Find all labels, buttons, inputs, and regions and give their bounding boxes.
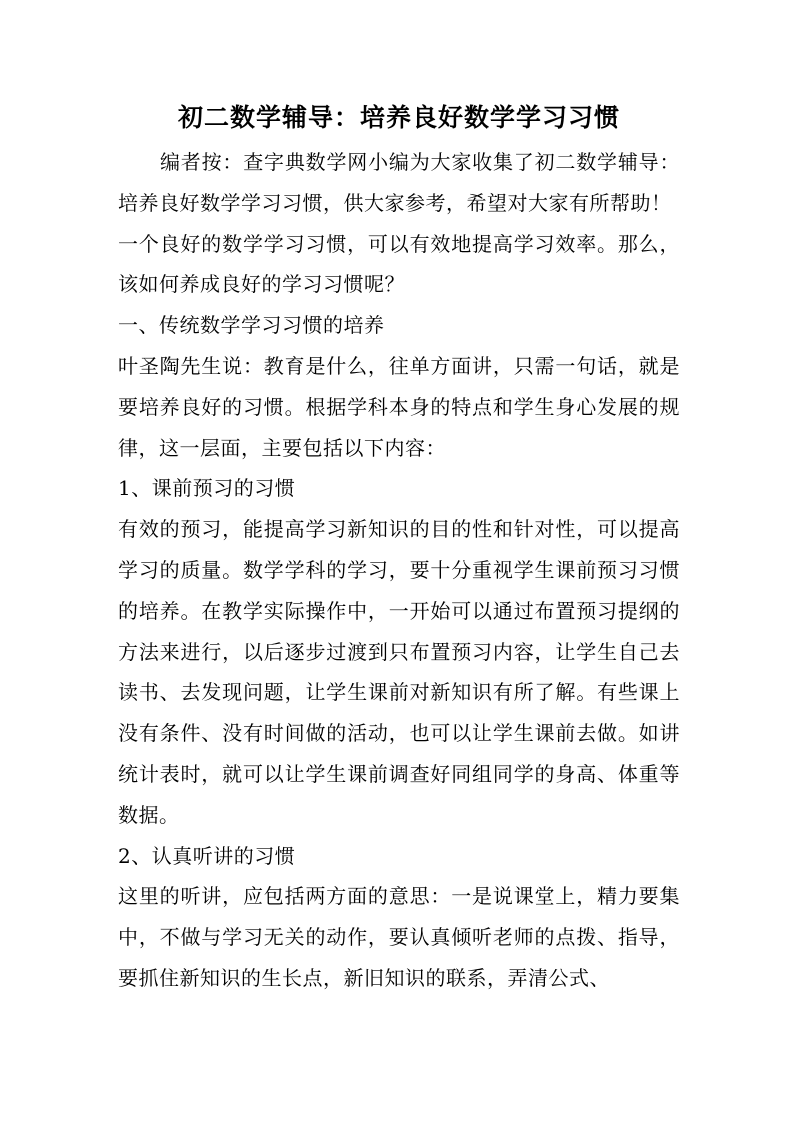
section-paragraph-1: 叶圣陶先生说：教育是什么，往单方面讲，只需一句话，就是要培养良好的习惯。根据学科本身的特点和学生身心发展的规律，这一层面，主要包括以下内容： xyxy=(118,353,680,460)
intro-paragraph: 一个良好的数学学习习惯，可以有效地提高学习效率。那么，该如何养成良好的学习习惯呢？ xyxy=(118,231,680,297)
document-title: 初二数学辅导：培养良好数学学习习惯 xyxy=(177,103,620,132)
subsection-heading-2: 2、认真听讲的习惯 xyxy=(118,843,296,868)
subsection-paragraph-1: 有效的预习，能提高学习新知识的目的性和针对性，可以提高学习的质量。数学学科的学习，要十分重视学生课前预习习惯的培养。在教学实际操作中，一开始可以通过布置预习提纲的方法来进行，以后逐步过渡到只布置预习内容，让学生自己去读书、去发现问题，让学生课前对新知识有所了解。有些课上没有条件、没有时间做的活动，也可以让学生课前去做。如讲统计表时，就可以让学生课前调查好同组同学的身高、体重等数据。 xyxy=(118,517,680,827)
subsection-paragraph-2: 这里的听讲，应包括两方面的意思：一是说课堂上，精力要集中，不做与学习无关的动作，要认真倾听老师的点拨、指导，要抓住新知识的生长点，新旧知识的联系，弄清公式、 xyxy=(118,884,680,990)
subsection-heading-1: 1、课前预习的习惯 xyxy=(118,476,296,501)
section-heading-1: 一、传统数学学习习惯的培养 xyxy=(118,313,385,338)
editor-note: 编者按：查字典数学网小编为大家收集了初二数学辅导：培养良好数学学习习惯，供大家参考，希望对大家有所帮助！ xyxy=(118,150,680,215)
document-page xyxy=(118,96,680,999)
